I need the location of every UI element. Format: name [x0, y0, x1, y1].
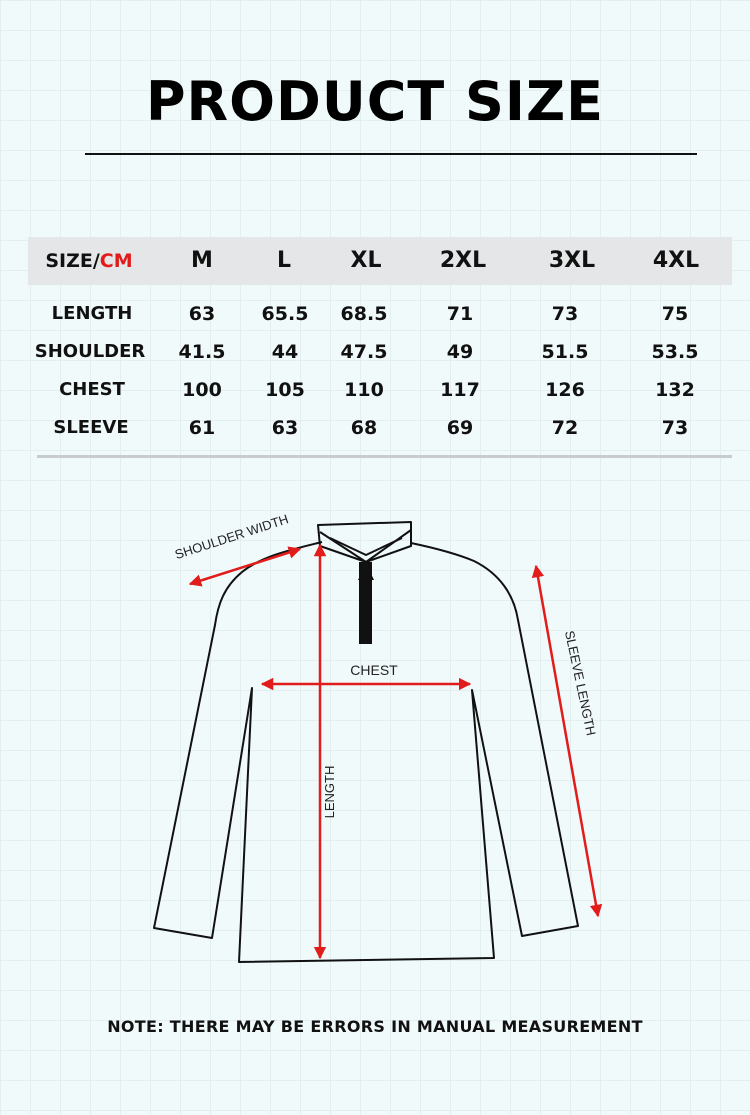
size-col-header: XL [350, 248, 382, 273]
table-cell: 69 [446, 417, 474, 439]
size-col-header: 3XL [548, 248, 596, 273]
table-cell: 126 [545, 379, 585, 401]
table-cell: 117 [440, 379, 480, 401]
shoulder-width-label: SHOULDER WIDTH [172, 511, 291, 563]
row-label: SHOULDER [34, 341, 146, 362]
table-cell: 51.5 [541, 341, 589, 363]
table-cell: 65.5 [261, 303, 309, 325]
row-label: CHEST [59, 379, 125, 400]
table-cell: 49 [446, 341, 474, 363]
size-unit-header [45, 237, 132, 285]
table-cell: 61 [188, 417, 216, 439]
length-label: LENGTH [322, 765, 337, 819]
table-cell: 105 [265, 379, 305, 401]
table-header-row [28, 237, 732, 285]
table-cell: 47.5 [340, 341, 388, 363]
row-label: SLEEVE [53, 417, 129, 438]
unit-header-label: CM [99, 250, 133, 272]
measurement-note: NOTE: THERE MAY BE ERRORS IN MANUAL MEASUREMENT [107, 1017, 643, 1036]
table-cell: 68 [350, 417, 378, 439]
size-col-header: M [191, 248, 213, 273]
table-row [28, 409, 732, 447]
table-cell: 53.5 [651, 341, 699, 363]
table-cell: 63 [271, 417, 299, 439]
table-row [28, 333, 732, 371]
table-cell: 63 [188, 303, 216, 325]
size-col-header: 2XL [439, 248, 487, 273]
table-cell: 75 [661, 303, 689, 325]
table-row [28, 295, 732, 333]
table-cell: 73 [661, 417, 689, 439]
table-cell: 72 [551, 417, 579, 439]
chest-label: CHEST [350, 662, 398, 678]
size-chart-table [28, 237, 732, 447]
size-header-label: SIZE/ [45, 250, 100, 272]
table-cell: 41.5 [178, 341, 226, 363]
sleeve-length-label: SLEEVE LENGTH [561, 629, 599, 737]
garment-measurement-diagram [0, 480, 750, 980]
table-row [28, 371, 732, 409]
table-cell: 68.5 [340, 303, 388, 325]
table-cell: 100 [182, 379, 222, 401]
table-cell: 110 [344, 379, 384, 401]
sleeve-length-arrow [536, 566, 598, 916]
table-cell: 44 [271, 341, 299, 363]
table-cell: 71 [446, 303, 474, 325]
size-col-header: L [276, 248, 292, 273]
table-divider [37, 455, 732, 458]
page-title: PRODUCT SIZE [145, 70, 605, 133]
table-cell: 73 [551, 303, 579, 325]
size-col-header: 4XL [652, 248, 700, 273]
shoulder-width-arrow [190, 549, 300, 584]
row-label: LENGTH [51, 303, 133, 324]
title-divider [85, 153, 697, 155]
table-cell: 132 [655, 379, 695, 401]
